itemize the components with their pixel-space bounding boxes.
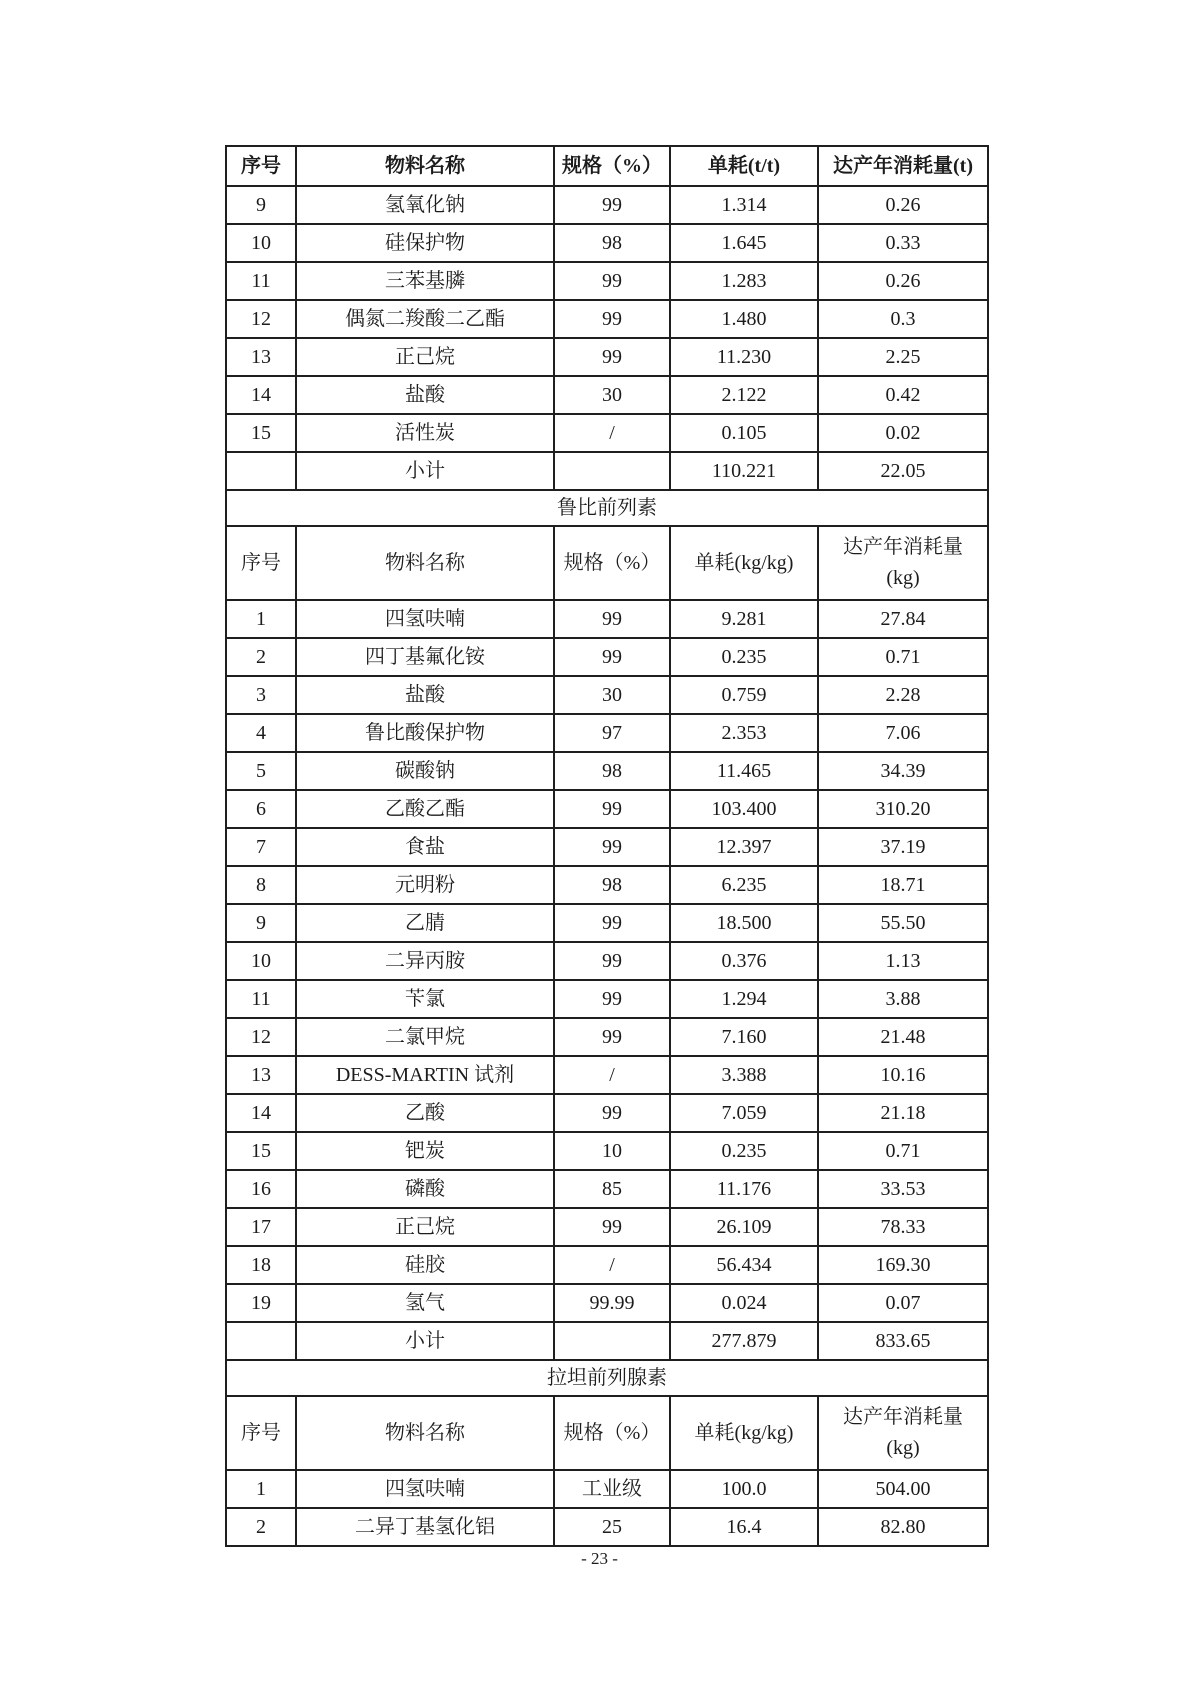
cell-annual-consumption: 0.26 — [818, 262, 988, 300]
table-row — [226, 1132, 988, 1170]
cell-seq-number — [226, 1322, 296, 1360]
cell-annual-consumption: 82.80 — [818, 1508, 988, 1546]
cell-spec-percent: 98 — [554, 752, 670, 790]
cell-annual-consumption: 10.16 — [818, 1056, 988, 1094]
cell-spec-percent: 99 — [554, 1018, 670, 1056]
cell-annual-consumption: 33.53 — [818, 1170, 988, 1208]
cell-spec-percent: 98 — [554, 224, 670, 262]
cell-spec-percent: 99 — [554, 262, 670, 300]
cell-spec-percent: 99 — [554, 300, 670, 338]
cell-unit-consumption: 1.645 — [670, 224, 818, 262]
column-header-cell-annual-consumption — [818, 1396, 988, 1470]
table-row — [226, 904, 988, 942]
cell-unit-consumption: 1.480 — [670, 300, 818, 338]
cell-seq-number: 17 — [226, 1208, 296, 1246]
table-row — [226, 376, 988, 414]
cell-annual-consumption: 21.18 — [818, 1094, 988, 1132]
cell-unit-consumption: 103.400 — [670, 790, 818, 828]
subtotal-row — [226, 1322, 988, 1360]
cell-spec-percent: 97 — [554, 714, 670, 752]
cell-annual-consumption: 310.20 — [818, 790, 988, 828]
cell-annual-consumption: 3.88 — [818, 980, 988, 1018]
table-row — [226, 1018, 988, 1056]
table-row — [226, 866, 988, 904]
table-row — [226, 676, 988, 714]
cell-unit-consumption: 9.281 — [670, 600, 818, 638]
column-header-cell-annual-consumption — [818, 526, 988, 600]
cell-seq-number: 2 — [226, 1508, 296, 1546]
cell-spec-percent: 99 — [554, 600, 670, 638]
cell-material-name: 鲁比酸保护物 — [296, 714, 554, 752]
cell-material-name: 食盐 — [296, 828, 554, 866]
table-row — [226, 1470, 988, 1508]
column-header-line2: (kg) — [886, 1437, 920, 1459]
cell-annual-consumption: 55.50 — [818, 904, 988, 942]
cell-unit-consumption: 11.465 — [670, 752, 818, 790]
column-header-cell-seq-number: 序号 — [226, 1396, 296, 1470]
column-header-cell-spec-percent: 规格（%） — [554, 1396, 670, 1470]
cell-annual-consumption: 78.33 — [818, 1208, 988, 1246]
cell-annual-consumption: 0.33 — [818, 224, 988, 262]
cell-material-name: 偶氮二羧酸二乙酯 — [296, 300, 554, 338]
cell-seq-number: 7 — [226, 828, 296, 866]
column-header-cell-seq-number: 序号 — [226, 526, 296, 600]
cell-seq-number: 5 — [226, 752, 296, 790]
cell-unit-consumption: 0.024 — [670, 1284, 818, 1322]
cell-seq-number: 6 — [226, 790, 296, 828]
cell-annual-consumption: 0.02 — [818, 414, 988, 452]
cell-annual-consumption: 0.3 — [818, 300, 988, 338]
section-title: 拉坦前列腺素 — [226, 1360, 988, 1396]
table-row — [226, 1284, 988, 1322]
cell-spec-percent: 99 — [554, 790, 670, 828]
cell-spec-percent: / — [554, 1056, 670, 1094]
cell-seq-number: 15 — [226, 414, 296, 452]
cell-spec-percent: 99.99 — [554, 1284, 670, 1322]
section-title-row — [226, 1360, 988, 1396]
cell-seq-number: 3 — [226, 676, 296, 714]
cell-annual-consumption: 0.26 — [818, 186, 988, 224]
cell-unit-consumption: 11.230 — [670, 338, 818, 376]
table-row — [226, 790, 988, 828]
cell-material-name: 碳酸钠 — [296, 752, 554, 790]
column-header-line1: 达产年消耗量 — [843, 536, 963, 558]
cell-annual-consumption: 18.71 — [818, 866, 988, 904]
column-header-cell-unit-consumption: 单耗(kg/kg) — [670, 526, 818, 600]
cell-annual-consumption: 504.00 — [818, 1470, 988, 1508]
cell-spec-percent: 99 — [554, 1094, 670, 1132]
cell-seq-number: 8 — [226, 866, 296, 904]
table-row — [226, 1208, 988, 1246]
table-row — [226, 1508, 988, 1546]
cell-spec-percent: 10 — [554, 1132, 670, 1170]
cell-seq-number: 18 — [226, 1246, 296, 1284]
cell-unit-consumption: 0.759 — [670, 676, 818, 714]
cell-material-name: 二异丁基氢化铝 — [296, 1508, 554, 1546]
materials-consumption-table — [225, 145, 989, 1547]
cell-annual-consumption: 21.48 — [818, 1018, 988, 1056]
table-row — [226, 638, 988, 676]
cell-seq-number: 13 — [226, 1056, 296, 1094]
cell-seq-number: 12 — [226, 1018, 296, 1056]
table-row — [226, 300, 988, 338]
table-row — [226, 980, 988, 1018]
cell-seq-number: 9 — [226, 186, 296, 224]
cell-unit-consumption: 2.353 — [670, 714, 818, 752]
cell-material-name: 硅胶 — [296, 1246, 554, 1284]
cell-unit-consumption: 0.105 — [670, 414, 818, 452]
cell-material-name: 钯炭 — [296, 1132, 554, 1170]
cell-material-name: 盐酸 — [296, 676, 554, 714]
table-row — [226, 224, 988, 262]
subtotal-row — [226, 452, 988, 490]
column-header-cell-unit-consumption: 单耗(t/t) — [670, 146, 818, 186]
cell-spec-percent: 99 — [554, 186, 670, 224]
cell-seq-number: 16 — [226, 1170, 296, 1208]
cell-unit-consumption: 0.376 — [670, 942, 818, 980]
column-header-line2: (kg) — [886, 567, 920, 589]
cell-seq-number: 14 — [226, 376, 296, 414]
cell-seq-number: 11 — [226, 262, 296, 300]
table-row — [226, 186, 988, 224]
cell-seq-number: 2 — [226, 638, 296, 676]
table-header-row — [226, 526, 988, 600]
cell-unit-consumption: 277.879 — [670, 1322, 818, 1360]
page-number: - 23 - — [581, 1549, 618, 1568]
cell-unit-consumption: 18.500 — [670, 904, 818, 942]
table-row — [226, 752, 988, 790]
table-header-row — [226, 146, 988, 186]
cell-material-name: 元明粉 — [296, 866, 554, 904]
cell-material-name: 苄氯 — [296, 980, 554, 1018]
cell-material-name: 二异丙胺 — [296, 942, 554, 980]
cell-unit-consumption: 2.122 — [670, 376, 818, 414]
cell-unit-consumption: 3.388 — [670, 1056, 818, 1094]
cell-spec-percent: / — [554, 1246, 670, 1284]
column-header-cell-material-name: 物料名称 — [296, 146, 554, 186]
cell-spec-percent: 99 — [554, 828, 670, 866]
cell-unit-consumption: 6.235 — [670, 866, 818, 904]
column-header-cell-material-name: 物料名称 — [296, 1396, 554, 1470]
cell-seq-number: 11 — [226, 980, 296, 1018]
cell-seq-number: 13 — [226, 338, 296, 376]
cell-material-name: 三苯基膦 — [296, 262, 554, 300]
cell-material-name: 四氢呋喃 — [296, 1470, 554, 1508]
cell-unit-consumption: 11.176 — [670, 1170, 818, 1208]
column-header-cell-spec-percent: 规格（%） — [554, 526, 670, 600]
cell-material-name: 乙酸乙酯 — [296, 790, 554, 828]
cell-spec-percent — [554, 1322, 670, 1360]
cell-unit-consumption: 0.235 — [670, 1132, 818, 1170]
cell-spec-percent: 98 — [554, 866, 670, 904]
table-row — [226, 1094, 988, 1132]
cell-annual-consumption: 1.13 — [818, 942, 988, 980]
cell-annual-consumption: 0.42 — [818, 376, 988, 414]
cell-unit-consumption: 0.235 — [670, 638, 818, 676]
table-row — [226, 338, 988, 376]
cell-seq-number: 1 — [226, 600, 296, 638]
cell-material-name: 硅保护物 — [296, 224, 554, 262]
cell-material-name: 磷酸 — [296, 1170, 554, 1208]
cell-unit-consumption: 100.0 — [670, 1470, 818, 1508]
cell-unit-consumption: 16.4 — [670, 1508, 818, 1546]
cell-unit-consumption: 7.160 — [670, 1018, 818, 1056]
cell-annual-consumption: 169.30 — [818, 1246, 988, 1284]
cell-material-name: 二氯甲烷 — [296, 1018, 554, 1056]
section-title: 鲁比前列素 — [226, 490, 988, 526]
column-header-cell-unit-consumption: 单耗(kg/kg) — [670, 1396, 818, 1470]
cell-unit-consumption: 110.221 — [670, 452, 818, 490]
cell-seq-number: 1 — [226, 1470, 296, 1508]
cell-material-name: 氢气 — [296, 1284, 554, 1322]
table-header-row — [226, 1396, 988, 1470]
cell-material-name: 乙腈 — [296, 904, 554, 942]
cell-material-name: 小计 — [296, 452, 554, 490]
cell-spec-percent: / — [554, 414, 670, 452]
cell-annual-consumption: 34.39 — [818, 752, 988, 790]
table-row — [226, 414, 988, 452]
cell-spec-percent: 99 — [554, 942, 670, 980]
cell-unit-consumption: 1.314 — [670, 186, 818, 224]
cell-annual-consumption: 2.28 — [818, 676, 988, 714]
cell-seq-number: 10 — [226, 942, 296, 980]
cell-spec-percent: 30 — [554, 376, 670, 414]
table-row — [226, 714, 988, 752]
cell-spec-percent: 25 — [554, 1508, 670, 1546]
cell-spec-percent: 99 — [554, 980, 670, 1018]
cell-spec-percent: 99 — [554, 338, 670, 376]
cell-spec-percent: 99 — [554, 638, 670, 676]
cell-annual-consumption: 27.84 — [818, 600, 988, 638]
table-row — [226, 262, 988, 300]
cell-spec-percent: 工业级 — [554, 1470, 670, 1508]
cell-annual-consumption: 2.25 — [818, 338, 988, 376]
cell-spec-percent: 99 — [554, 904, 670, 942]
cell-material-name: 正己烷 — [296, 338, 554, 376]
cell-material-name: 活性炭 — [296, 414, 554, 452]
cell-material-name: 氢氧化钠 — [296, 186, 554, 224]
cell-annual-consumption: 37.19 — [818, 828, 988, 866]
cell-seq-number: 10 — [226, 224, 296, 262]
column-header-cell-seq-number: 序号 — [226, 146, 296, 186]
cell-unit-consumption: 12.397 — [670, 828, 818, 866]
cell-material-name: 小计 — [296, 1322, 554, 1360]
cell-seq-number: 15 — [226, 1132, 296, 1170]
cell-material-name: 四氢呋喃 — [296, 600, 554, 638]
cell-seq-number: 12 — [226, 300, 296, 338]
cell-spec-percent: 30 — [554, 676, 670, 714]
cell-annual-consumption: 0.71 — [818, 1132, 988, 1170]
cell-annual-consumption: 833.65 — [818, 1322, 988, 1360]
table-row — [226, 1056, 988, 1094]
cell-spec-percent: 99 — [554, 1208, 670, 1246]
column-header-cell-material-name: 物料名称 — [296, 526, 554, 600]
table-body — [226, 146, 988, 1546]
cell-unit-consumption: 26.109 — [670, 1208, 818, 1246]
cell-material-name: 盐酸 — [296, 376, 554, 414]
table-row — [226, 600, 988, 638]
cell-material-name: DESS-MARTIN 试剂 — [296, 1056, 554, 1094]
cell-material-name: 乙酸 — [296, 1094, 554, 1132]
table-row — [226, 1170, 988, 1208]
table-row — [226, 828, 988, 866]
cell-annual-consumption: 7.06 — [818, 714, 988, 752]
cell-annual-consumption: 22.05 — [818, 452, 988, 490]
cell-seq-number: 14 — [226, 1094, 296, 1132]
cell-seq-number: 9 — [226, 904, 296, 942]
cell-unit-consumption: 1.283 — [670, 262, 818, 300]
cell-material-name: 正己烷 — [296, 1208, 554, 1246]
cell-material-name: 四丁基氟化铵 — [296, 638, 554, 676]
table-row — [226, 942, 988, 980]
cell-annual-consumption: 0.71 — [818, 638, 988, 676]
cell-seq-number: 4 — [226, 714, 296, 752]
cell-spec-percent — [554, 452, 670, 490]
cell-annual-consumption: 0.07 — [818, 1284, 988, 1322]
cell-seq-number — [226, 452, 296, 490]
cell-unit-consumption: 7.059 — [670, 1094, 818, 1132]
column-header-line1: 达产年消耗量 — [843, 1406, 963, 1428]
cell-unit-consumption: 56.434 — [670, 1246, 818, 1284]
column-header-cell-annual-consumption: 达产年消耗量(t) — [818, 146, 988, 186]
cell-seq-number: 19 — [226, 1284, 296, 1322]
cell-spec-percent: 85 — [554, 1170, 670, 1208]
cell-unit-consumption: 1.294 — [670, 980, 818, 1018]
table-row — [226, 1246, 988, 1284]
column-header-cell-spec-percent: 规格（%） — [554, 146, 670, 186]
section-title-row — [226, 490, 988, 526]
